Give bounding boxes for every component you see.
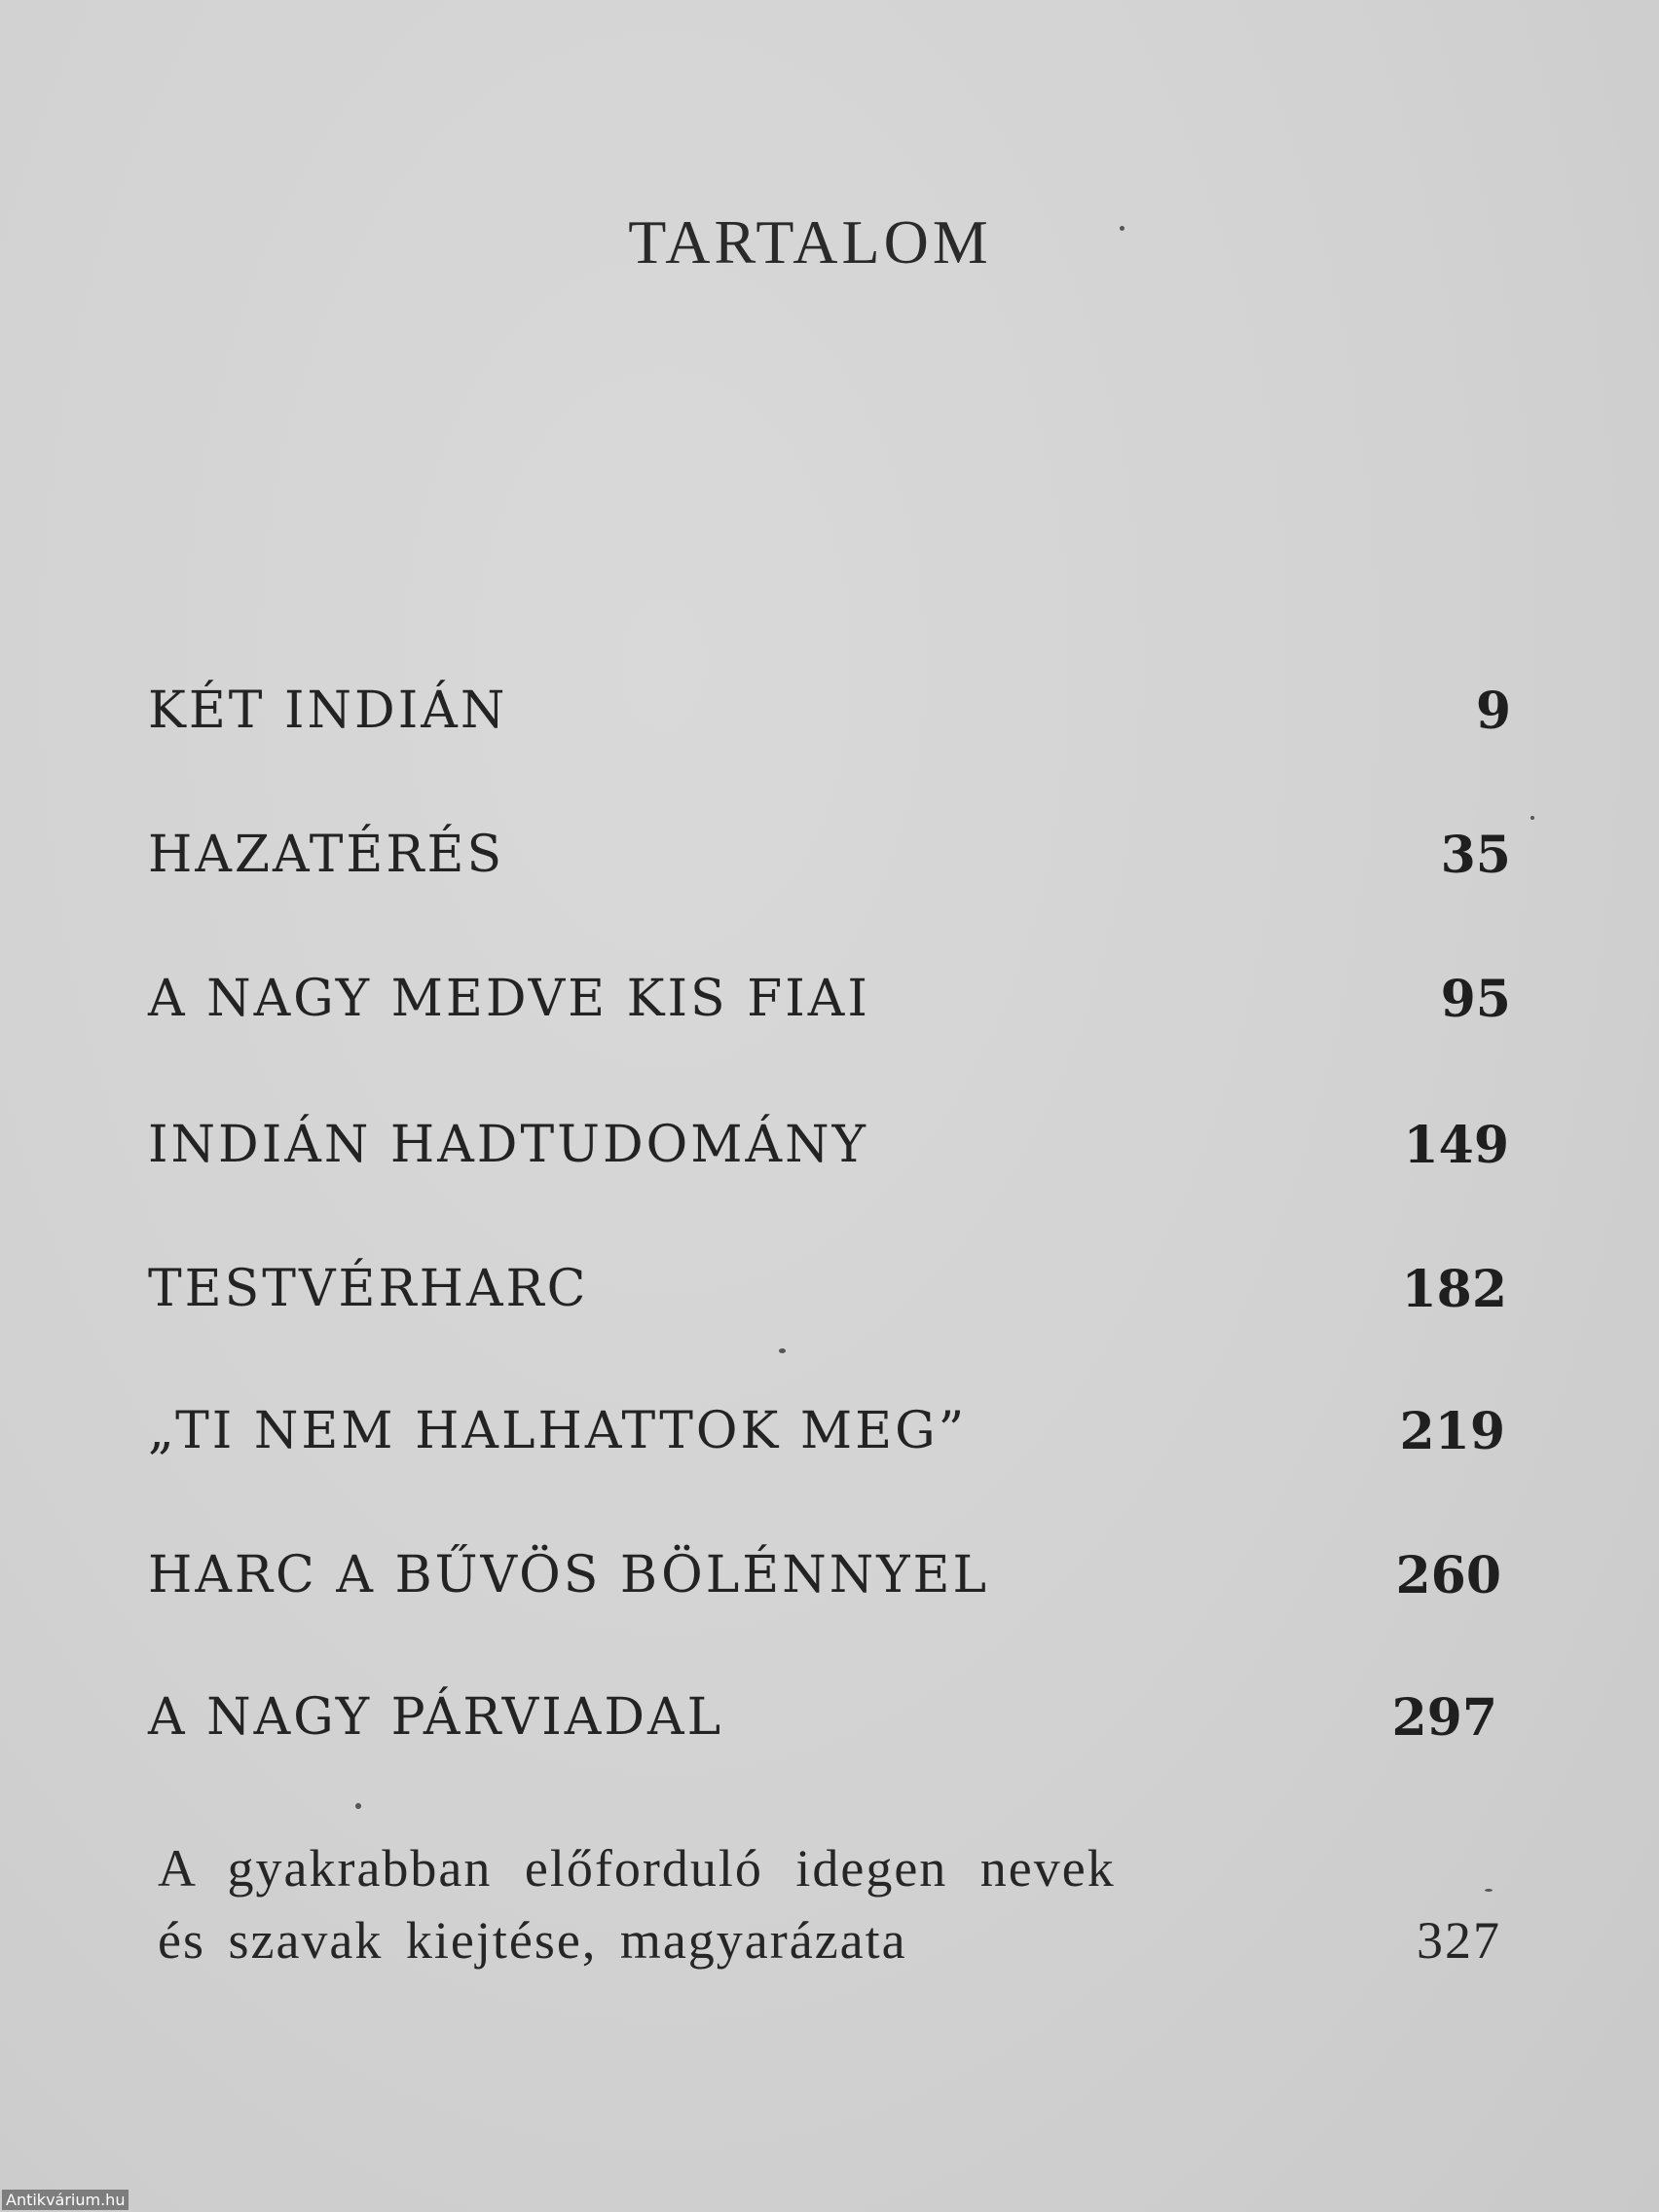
toc-entry [148, 1688, 1511, 1766]
toc-entry-page: 219 [1399, 1402, 1505, 1461]
toc-entry-title: TESTVÉRHARC [148, 1260, 589, 1318]
toc-entry-page: 35 [1440, 826, 1511, 885]
paper-speck [1530, 816, 1534, 820]
paper-speck [1120, 226, 1124, 231]
toc-entry-title: KÉT INDIÁN [148, 682, 508, 740]
toc-entry [148, 970, 1511, 1048]
toc-entry-title: HAZATÉRÉS [148, 826, 505, 884]
watermark: Antikvárium.hu [2, 2190, 129, 2210]
toc-entry-page: 182 [1401, 1260, 1507, 1319]
toc-entry [148, 1260, 1511, 1338]
toc-entry-title: A NAGY MEDVE KIS FIAI [148, 970, 870, 1028]
toc-entry [148, 1402, 1511, 1480]
toc-entry [148, 1546, 1511, 1624]
paper-speck [355, 1803, 361, 1809]
toc-entry-page: 149 [1403, 1116, 1509, 1175]
toc-entry-page: 95 [1440, 970, 1511, 1029]
appendix-title-line-2: és szavak kiejtése, magyarázata [158, 1911, 907, 1970]
page-title: TARTALOM [628, 207, 992, 276]
toc-entry-page: 297 [1391, 1688, 1497, 1748]
paper-speck [1485, 1889, 1493, 1892]
toc-entry [148, 826, 1511, 903]
toc-entry [148, 682, 1511, 759]
toc-entry-title: HARC A BŰVÖS BÖLÉNNYEL [148, 1546, 990, 1604]
toc-entry-page: 260 [1395, 1546, 1501, 1605]
toc-entry-title: INDIÁN HADTUDOMÁNY [148, 1116, 868, 1174]
toc-entry-title: A NAGY PÁRVIADAL [148, 1688, 724, 1747]
appendix-page: 327 [1417, 1911, 1501, 1970]
toc-entry-page: 9 [1475, 682, 1511, 741]
appendix-title-line-1: A gyakrabban előforduló idegen nevek [158, 1839, 1116, 1898]
paper-speck [779, 1348, 786, 1353]
toc-entry-title: „TI NEM HALHATTOK MEG” [148, 1402, 968, 1460]
toc-entry [148, 1116, 1511, 1194]
